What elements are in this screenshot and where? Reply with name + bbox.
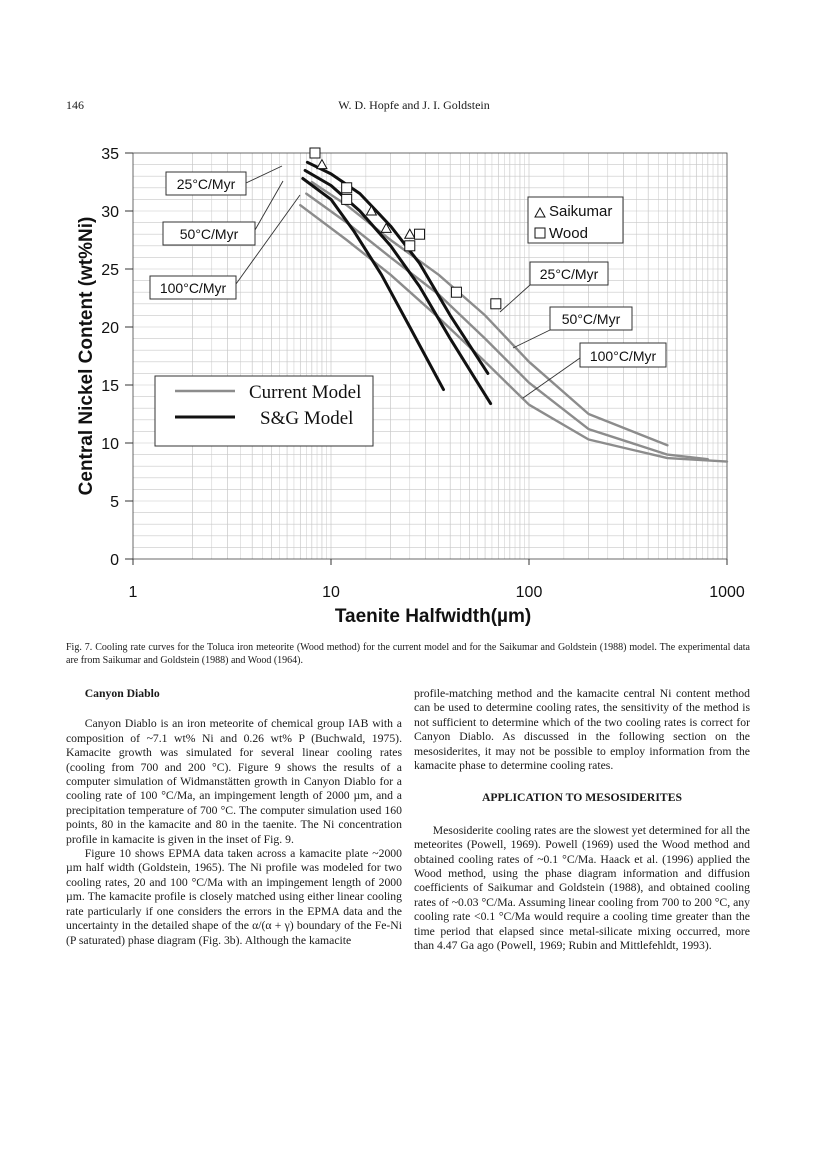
label-sg-25 [166, 166, 282, 195]
svg-text:100°C/Myr: 100°C/Myr [589, 348, 657, 364]
y-tick-label: 10 [101, 436, 119, 453]
svg-text:50°C/Myr: 50°C/Myr [561, 311, 621, 327]
running-head: W. D. Hopfe and J. I. Goldstein [338, 98, 490, 112]
saikumar-point [405, 229, 415, 238]
figure-caption: Fig. 7. Cooling rate curves for the Toluca iron meteorite (Wood method) for the current model and for the Saikumar and Goldstein (1988) model. The experimental data are from Saikumar and Goldstein (1988) and Wood (1964). [66, 642, 750, 666]
legend-models [155, 376, 373, 446]
y-tick-label: 15 [101, 378, 119, 395]
body-column-right [414, 687, 750, 954]
paragraph: Canyon Diablo is an iron meteorite of chemical group IAB with a composition of ~7.1 wt% Ni and 0.26 wt% P (Buchwald, 1975). Kamacite growth was simulated for several linear cooling rates (cooling from 700 and 200 °C). Figure 9 shows the results of a computer simulation of Widmanstätten growth in Canyon Diablo for a cooling rate of 100 °C/Ma, an impingement length of 2000 µm, and a precipitation temperature of 700 °C. The computer simulation used 160 points, 80 in the kamacite and 80 in the taenite. The Ni concentration profile in kamacite is given in the inset of Fig. 9. [66, 717, 402, 846]
wood-point [342, 194, 352, 204]
y-tick-label: 25 [101, 262, 119, 279]
legend-current-model: Current Model [249, 382, 362, 403]
y-axis-title: Central Nickel Content (wt%Ni) [76, 216, 97, 496]
x-tick-label: 100 [515, 584, 543, 601]
svg-text:25°C/Myr: 25°C/Myr [176, 176, 236, 192]
y-tick-label: 20 [101, 320, 119, 337]
x-tick-label: 1000 [709, 584, 745, 601]
paragraph: Figure 10 shows EPMA data taken across a kamacite plate ~2000 µm half width (Goldstein, 1965). The Ni profile was modeled for two cooling rates, 20 and 100 °C/Ma with an impingement length of 2000 µm. The kamacite profile is closely matched using either linear cooling rate particularly if one considers the errors in the EPMA data and the uncertainty in the detailed shape of the α/(α + γ) boundary of the Fe-Ni (P saturated) phase diagram (Fig. 3b). Although the kamacite [66, 847, 402, 947]
saikumar-point [317, 160, 327, 169]
paragraph: Mesosiderite cooling rates are the slowest yet determined for all the meteorites (Powell, 1969). Powell (1969) used the Wood method and obtained cooling rates of ~0.1 °C/Ma. Haack et al. (1996) applied the Wood method, using the phase diagram information and diffusion coefficients of Saikumar and Goldstein (1988), and obtained cooling rates of ~0.03 °C/Ma. Assuming linear cooling from 700 to 200 °C, any cooling rate <0.1 °C/Ma would require a cooling time greater than the time period that elapsed since metal-silicate mixing occurred, more than 4.47 Ga ago (Powell, 1969; Rubin and Mittlefehldt, 1993). [414, 823, 750, 953]
sg-model-line-50 [305, 170, 491, 403]
legend-wood: Wood [549, 225, 588, 242]
x-axis-title: Taenite Halfwidth(µm) [334, 606, 532, 627]
y-tick-label: 30 [101, 204, 119, 221]
section-heading-mesosiderites: APPLICATION TO MESOSIDERITES [481, 791, 683, 805]
wood-point [405, 241, 415, 251]
y-tick-label: 35 [101, 146, 119, 163]
wood-point [415, 229, 425, 239]
wood-point [342, 183, 352, 193]
legend-sg-model: S&G Model [260, 408, 354, 429]
chart-points [310, 148, 501, 309]
page-number: 146 [66, 98, 84, 112]
body-column-left [66, 687, 402, 948]
section-heading-canyon-diablo: Canyon Diablo [84, 687, 160, 700]
y-tick-label: 0 [110, 552, 119, 569]
x-tick-label: 1 [128, 584, 138, 601]
label-sg-100 [150, 195, 300, 299]
wood-point [491, 299, 501, 309]
wood-point [310, 148, 320, 158]
svg-text:25°C/Myr: 25°C/Myr [539, 266, 599, 282]
label-cm-25 [500, 262, 608, 312]
wood-point [451, 287, 461, 297]
sg-model-line-25 [307, 162, 488, 373]
x-tick-label: 10 [322, 584, 340, 601]
legend-symbols [528, 197, 623, 243]
label-cm-100 [523, 343, 666, 398]
svg-text:50°C/Myr: 50°C/Myr [179, 226, 239, 242]
svg-text:100°C/Myr: 100°C/Myr [159, 280, 227, 296]
paragraph: profile-matching method and the kamacite central Ni content method can be used to determine cooling rates, the sensitivity of the method is not sufficient to determine which of the two cooling rates is correct for Canyon Diablo. As discussed in the following section on the mesosiderites, it may not be possible to employ information from the kamacite phase to determine cooling rates. [414, 687, 750, 773]
y-tick-label: 5 [110, 494, 119, 511]
label-cm-50 [513, 307, 632, 348]
legend-saikumar: Saikumar [549, 203, 613, 220]
